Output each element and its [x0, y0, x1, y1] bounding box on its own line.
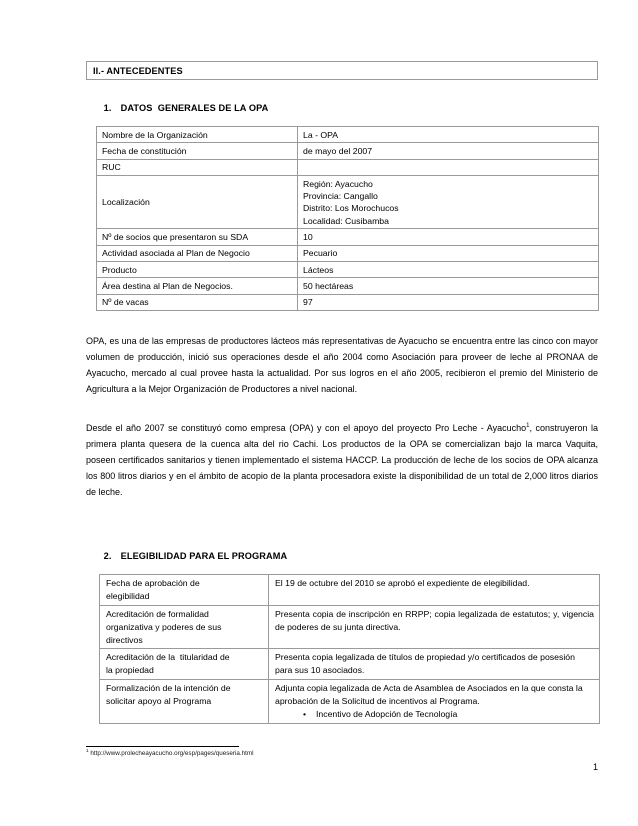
footnote-separator [86, 746, 239, 747]
cell-label: Localización [97, 176, 298, 229]
cell-label: Nº de socios que presentaron su SDA [97, 229, 298, 245]
cell-line: Localidad: Cusibamba [303, 215, 389, 226]
heading-datos-number: 1. [103, 103, 112, 113]
cell-line: Distrito: Los Morochucos [303, 203, 399, 214]
cell-line: Fecha de aprobación de [106, 578, 200, 588]
cell-label [100, 575, 269, 606]
table-datos-generales [96, 126, 599, 311]
cell-line: la propiedad [106, 665, 154, 676]
cell-label: Fecha de constitución [97, 143, 298, 159]
cell-line: directivos [106, 634, 143, 645]
cell-label: Producto [97, 262, 298, 278]
cell-label: RUC [97, 159, 298, 175]
heading-elegibilidad [93, 541, 287, 571]
cell-line: elegibilidad [106, 590, 150, 601]
cell-line: solicitar apoyo al Programa [106, 696, 212, 706]
cell-value: 50 hectáreas [298, 278, 599, 294]
table-row [97, 143, 599, 159]
table-row [97, 159, 599, 175]
table-row [97, 262, 599, 278]
cell-line: organizativa y poderes de sus [106, 621, 222, 632]
heading-datos-text: DATOS GENERALES DE LA OPA [120, 103, 269, 113]
footnote-marker: 1 [86, 748, 89, 754]
table-row [97, 229, 599, 245]
cell-value: Presenta copia legalizada de títulos de propiedad y/o certificados de posesión para sus 10 asociados. [269, 649, 600, 680]
cell-label: Actividad asociada al Plan de Negocio [97, 245, 298, 261]
cell-value: 97 [298, 294, 599, 310]
table-row [97, 278, 599, 294]
page-number: 1 [592, 762, 598, 772]
table-row [100, 605, 600, 649]
heading-elegibilidad-number: 2. [103, 551, 112, 561]
cell-label: Nombre de la Organización [97, 127, 298, 143]
table-row [97, 294, 599, 310]
cell-paragraph: Adjunta copia legalizada de Acta de Asamblea de Asociados en la que consta la aprobación de la Solicitud de incentivos al Programa. [275, 683, 583, 706]
cell-value: El 19 de octubre del 2010 se aprobó el expediente de elegibilidad. [269, 575, 600, 606]
table-row [97, 176, 599, 229]
footnote [86, 750, 254, 758]
cell-line: Provincia: Cangallo [303, 190, 378, 201]
table-row [100, 575, 600, 606]
cell-value: Presenta copia de inscripción en RRPP; copia legalizada de estatutos; y, vigencia de poderes de su junta directiva. [269, 605, 600, 649]
section-banner-antecedentes [86, 61, 598, 80]
cell-value: La - OPA [298, 127, 599, 143]
cell-value: de mayo del 2007 [298, 143, 599, 159]
bullet-icon: • [303, 708, 307, 719]
cell-value-localizacion [298, 176, 599, 229]
cell-line: Formalización de la intención de [106, 683, 231, 694]
table-row [97, 127, 599, 143]
table-elegibilidad [99, 574, 600, 724]
cell-value: Pecuario [298, 245, 599, 261]
paragraph-antecedentes-2 [86, 420, 598, 500]
footnote-reference[interactable]: 1 [526, 423, 530, 429]
cell-value [269, 680, 600, 724]
cell-line: Acreditación de la titularidad de [106, 652, 230, 663]
cell-value: 10 [298, 229, 599, 245]
cell-line: Región: Ayacucho [303, 178, 373, 189]
paragraph-antecedentes-1: OPA, es una de las empresas de productores lácteos más representativas de Ayacucho se encuentra entre las cinco con mayor volumen de producción, inició sus operaciones desde el año 2004 como Asociación para proveer de leche al PRONAA de Ayacucho, mercado al cual provee hasta la actualidad. Por sus logros en el año 2005, recibieron el premio del Ministerio de Agricultura a la Mejor Organización de Productores a nivel nacional. [86, 336, 598, 395]
table-row [97, 245, 599, 261]
footnote-url[interactable]: http://www.prolecheayacucho.org/esp/pages/queseria.html [88, 750, 254, 757]
cell-label: Nº de vacas [97, 294, 298, 310]
heading-elegibilidad-text: ELEGIBILIDAD PARA EL PROGRAMA [120, 551, 288, 561]
cell-line: Acreditación de formalidad [106, 608, 209, 619]
cell-label: Área destina al Plan de Negocios. [97, 278, 298, 294]
section-banner-text: II.- ANTECEDENTES [93, 65, 183, 76]
heading-datos-generales [93, 93, 268, 123]
table-row [100, 649, 600, 680]
table-row [100, 680, 600, 724]
paragraph-2-part-b: , construyeron la primera planta quesera de la cuenca alta del rio Cachi. Los productos de la OPA se comercializan bajo la marca Vaquita, poseen certificados sanitarios y tienen implementado el sistema HACCP. La producción de leche de los socios de OPA alcanza los 800 litros diarios y en el ámbito de acopio de la planta procesadora existe la disponibilidad de un total de 2,000 litros diarios de leche. [86, 423, 598, 498]
cell-label [100, 605, 269, 649]
cell-label [100, 680, 269, 724]
cell-value: Lácteos [298, 262, 599, 278]
cell-label [100, 649, 269, 680]
list-item [275, 708, 594, 721]
list-item-label: Incentivo de Adopción de Tecnología [316, 708, 458, 719]
cell-value-empty [298, 159, 599, 175]
paragraph-2-part-a: Desde el año 2007 se constituyó como empresa (OPA) y con el apoyo del proyecto Pro Leche - Ayacucho [86, 423, 527, 433]
